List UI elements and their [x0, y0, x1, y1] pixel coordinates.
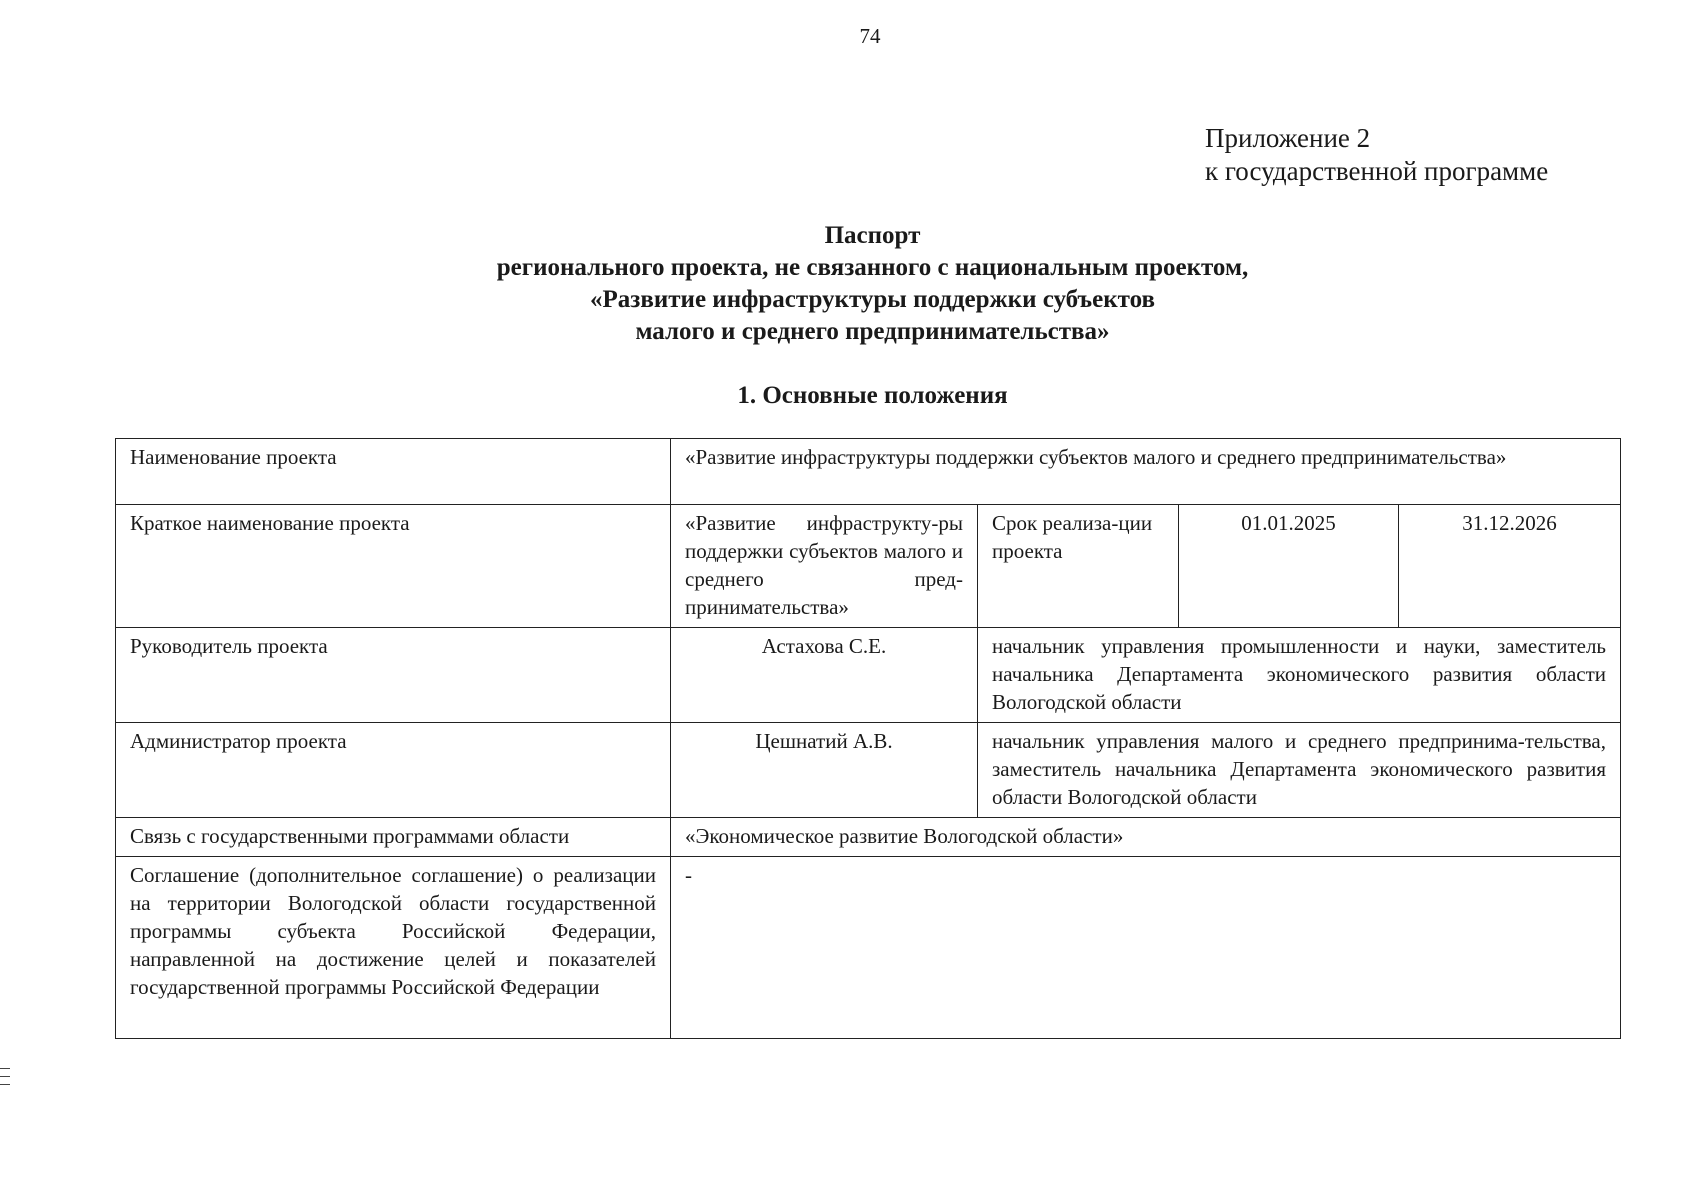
period-label: Срок реализа-ции проекта — [978, 505, 1179, 628]
link-label: Связь с государственными программами области — [116, 818, 671, 857]
title-line-2: регионального проекта, не связанного с национальным проектом, — [496, 254, 1249, 281]
binding-mark — [0, 1076, 10, 1077]
admin-label: Администратор проекта — [116, 723, 671, 818]
appendix-line-1: Приложение 2 — [1205, 123, 1371, 153]
table-row — [116, 439, 1621, 505]
appendix-line-2: к государственной программе — [1205, 156, 1549, 186]
binding-mark — [0, 1084, 10, 1085]
passport-table — [115, 438, 1621, 1039]
title-line-4: малого и среднего предпринимательства» — [635, 318, 1110, 345]
table-row — [116, 723, 1621, 818]
binding-marks — [0, 1068, 10, 1092]
project-name-value: «Развитие инфраструктуры поддержки субъектов малого и среднего предпринимательства» — [671, 439, 1621, 505]
table-row — [116, 505, 1621, 628]
binding-mark — [0, 1068, 10, 1069]
appendix-note — [1205, 122, 1548, 188]
head-name: Астахова С.Е. — [671, 628, 978, 723]
table-row — [116, 818, 1621, 857]
short-name-value: «Развитие инфраструкту-ры поддержки субъектов малого и среднего пред-принимательства» — [671, 505, 978, 628]
section-heading: 1. Основные положения — [737, 382, 1008, 409]
period-end: 31.12.2026 — [1399, 505, 1621, 628]
title-line-3: «Развитие инфраструктуры поддержки субъектов — [590, 286, 1155, 313]
agreement-label: Соглашение (дополнительное соглашение) о реализации на территории Вологодской области государственной программы субъекта Российской Федерации, направленной на достижение целей и показателей государственной программы Российской Федерации — [116, 857, 671, 1039]
link-value: «Экономическое развитие Вологодской области» — [671, 818, 1621, 857]
head-position: начальник управления промышленности и науки, заместитель начальника Департамента экономического развития области Вологодской области — [978, 628, 1621, 723]
project-name-label: Наименование проекта — [116, 439, 671, 505]
admin-name: Цешнатий А.В. — [671, 723, 978, 818]
table-row — [116, 628, 1621, 723]
title-line-1: Паспорт — [824, 222, 921, 249]
table-row — [116, 857, 1621, 1039]
short-name-label: Краткое наименование проекта — [116, 505, 671, 628]
head-label: Руководитель проекта — [116, 628, 671, 723]
page-number: 74 — [859, 24, 881, 48]
agreement-value: - — [671, 857, 1621, 1039]
document-title — [0, 220, 1697, 348]
admin-position: начальник управления малого и среднего предпринима-тельства, заместитель начальника Департамента экономического развития области Вологодской области — [978, 723, 1621, 818]
period-start: 01.01.2025 — [1179, 505, 1399, 628]
